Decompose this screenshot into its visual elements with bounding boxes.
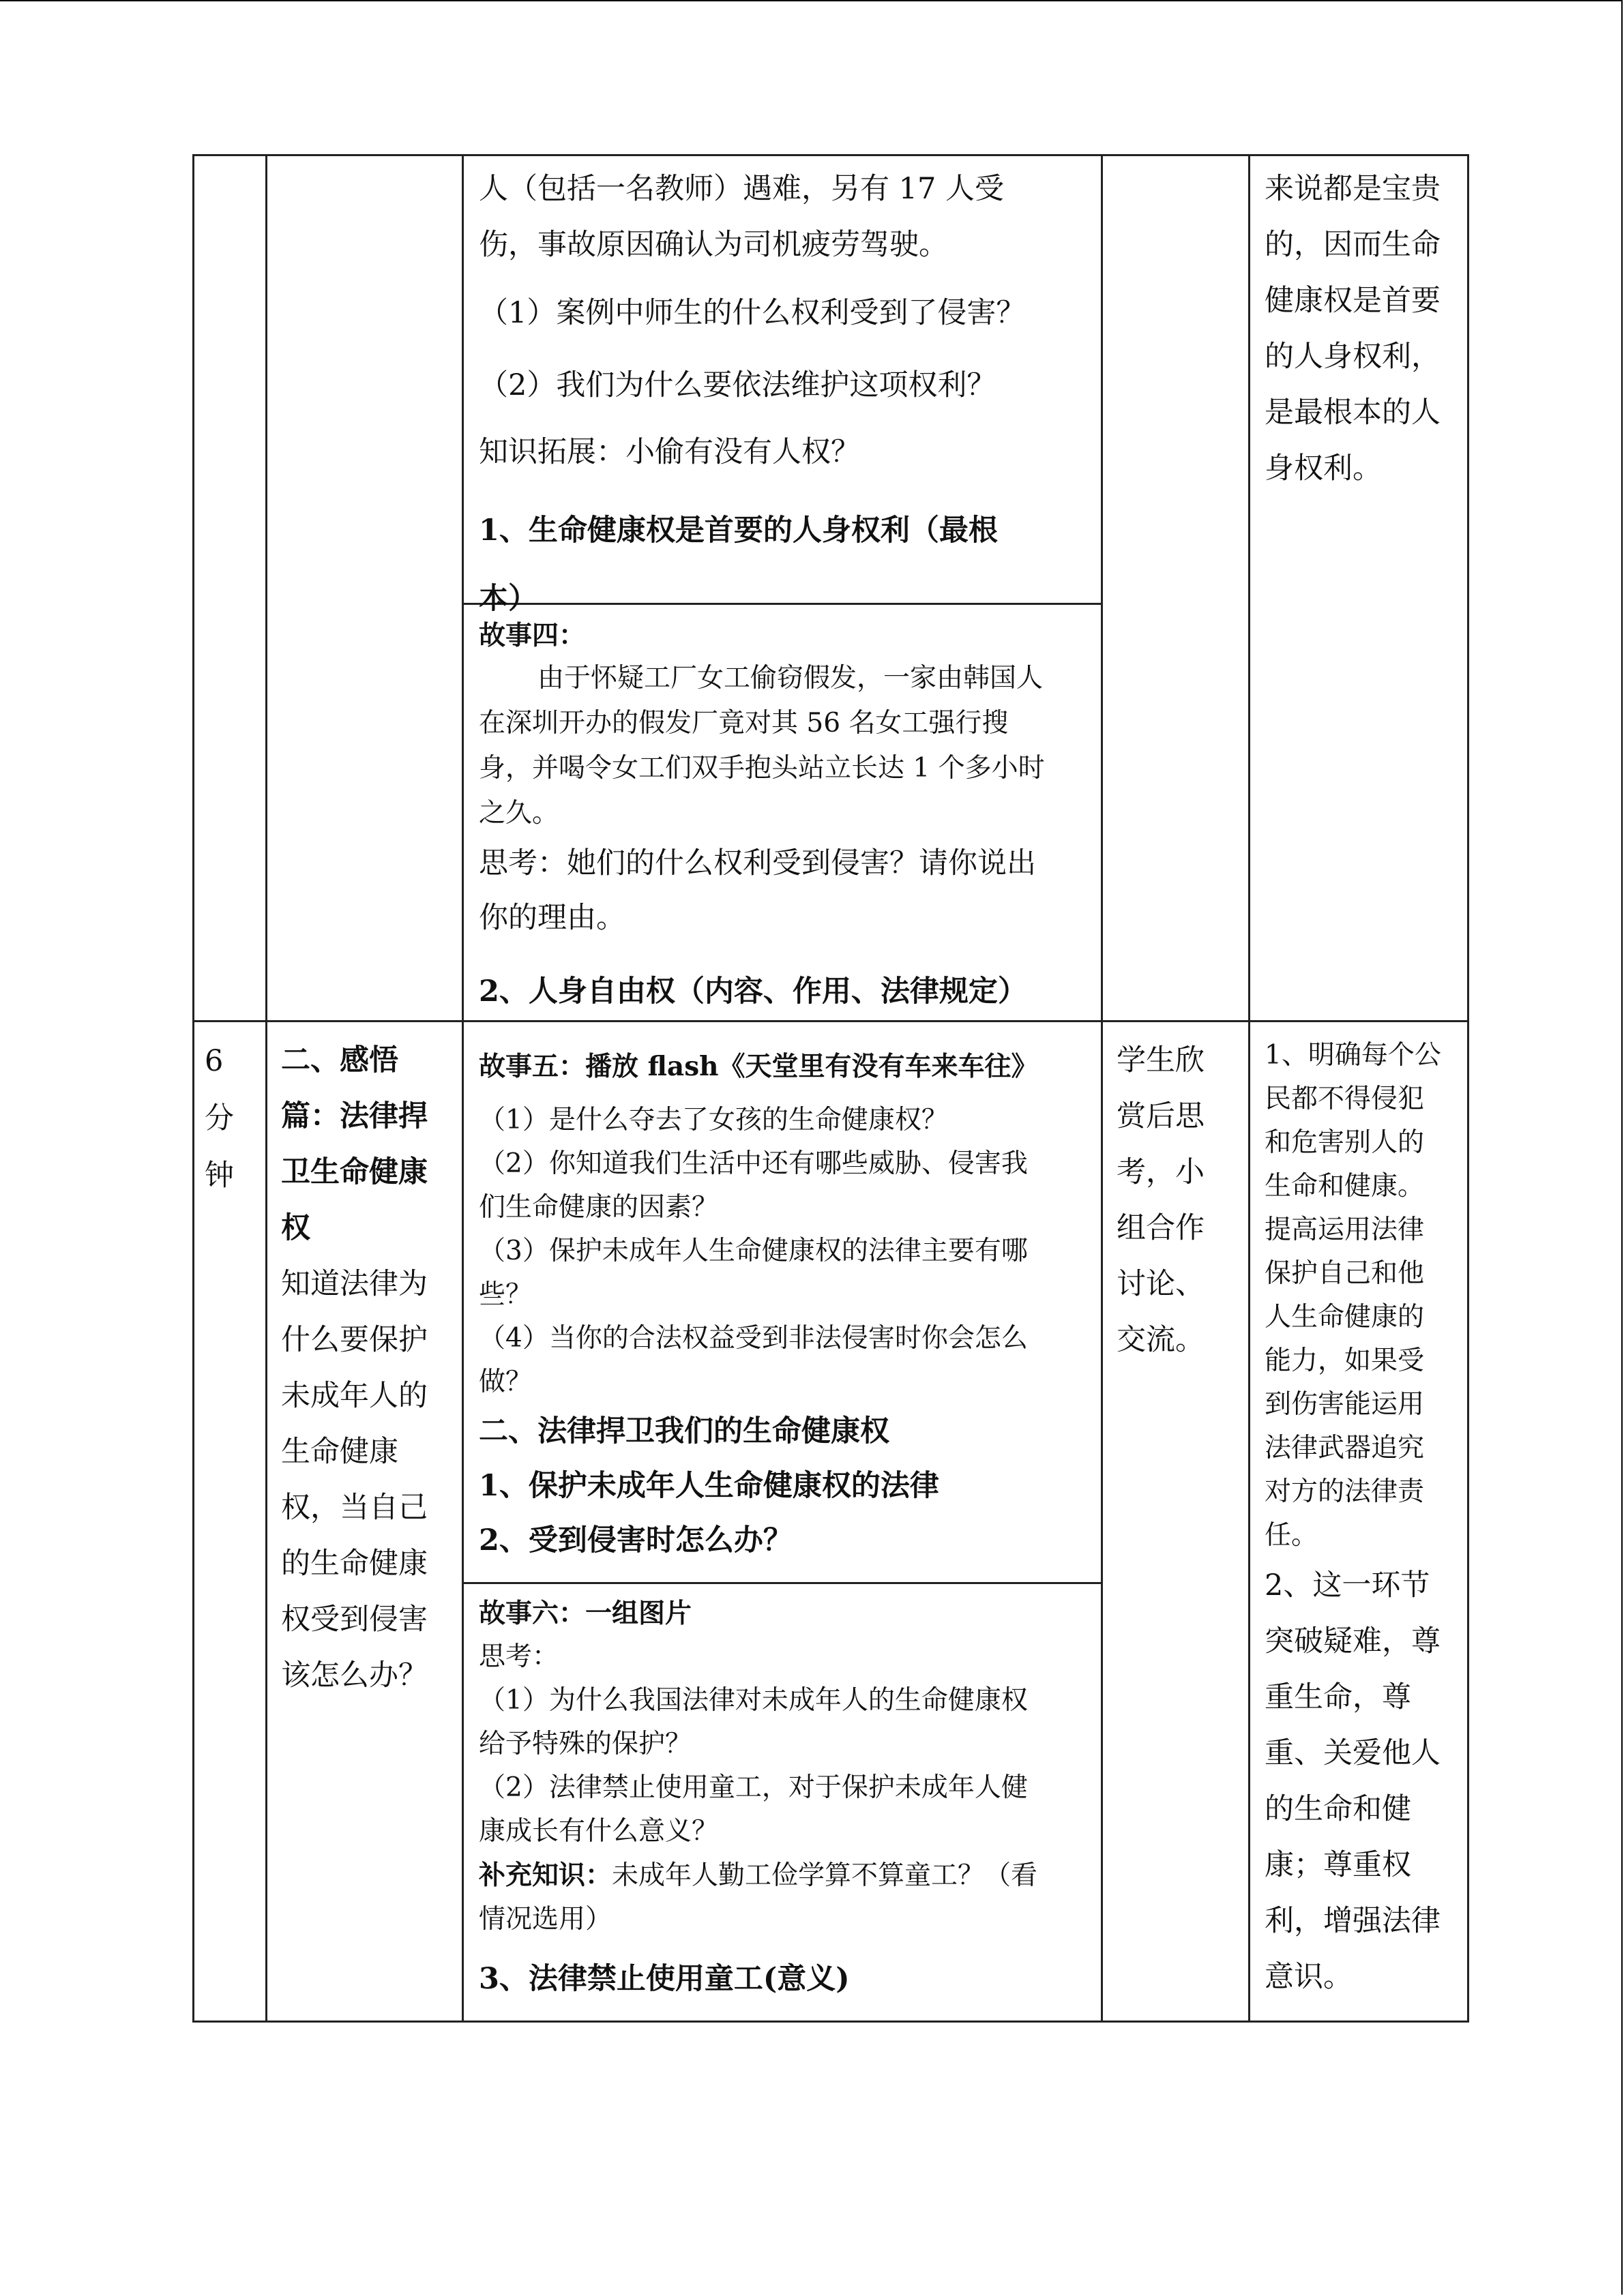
intent-line: 能力，如果受 <box>1265 1345 1425 1376</box>
intent-line: 的，因而生命 <box>1265 228 1441 262</box>
story5-cell <box>479 1041 1096 1568</box>
intent-line: 身权利。 <box>1265 451 1382 486</box>
column-divider-3 <box>1101 154 1103 2023</box>
story4-cell <box>479 615 1093 1026</box>
stage-desc-line: 权受到侵害 <box>281 1602 428 1637</box>
table-border-top <box>192 154 1469 156</box>
stage-title-line: 二、感悟 <box>281 1043 398 1077</box>
story5-title <box>479 1041 1096 1093</box>
story4-title: 故事四： <box>479 620 586 651</box>
student-activity-cell <box>1117 1032 1246 1368</box>
student-activity-line: 组合作 <box>1117 1211 1205 1245</box>
story6-question: （2）法律禁止使用童工，对于保护未成年人健 <box>479 1772 1028 1803</box>
column-divider-4 <box>1248 154 1250 2023</box>
student-activity-line: 讨论、 <box>1117 1267 1205 1301</box>
intent-line: 重生命，尊 <box>1265 1680 1411 1714</box>
story5-question: （2）你知道我们生活中还有哪些威胁、侵害我 <box>479 1148 1028 1179</box>
table-border-right <box>1467 154 1469 2023</box>
story4-body-line: 由于怀疑工厂女工偷窃假发，一家由韩国人 <box>537 663 1044 694</box>
story5-question: 些？ <box>479 1279 533 1310</box>
intent-line: 的生命和健 <box>1265 1792 1411 1826</box>
story6-question: 给予特殊的保护？ <box>479 1729 692 1759</box>
story4-body-line: 在深圳开办的假发厂竟对其 56 名女工强行搜 <box>479 708 1009 739</box>
intent-line: 重、关爱他人 <box>1265 1736 1441 1770</box>
stage-title-line: 篇：法律捍 <box>281 1099 428 1133</box>
activity-question: （2）我们为什么要依法维护这项权利？ <box>479 368 996 402</box>
intent-line: 到伤害能运用 <box>1265 1389 1425 1420</box>
activity-line: 人（包括一名教师）遇难，另有 17 人受 <box>479 172 1005 206</box>
table-border-left <box>192 154 194 2023</box>
intent-line: 和危害别人的 <box>1265 1127 1425 1158</box>
conclusion-line: 1、生命健康权是首要的人身权利（最根 <box>479 513 998 548</box>
intent-line: 意识。 <box>1265 1960 1353 1994</box>
intent-line: 突破疑难，尊 <box>1265 1624 1441 1658</box>
stage-desc-line: 知道法律为 <box>281 1267 428 1301</box>
stage-desc-line: 权，当自己 <box>281 1491 428 1525</box>
story6-supplement-cont: 情况选用） <box>479 1904 612 1935</box>
stage-cell <box>281 1032 458 1703</box>
story4-body-line: 身，并喝令女工们双手抱头站立长达 1 个多小时 <box>479 753 1045 784</box>
intent-line: 利，增强法律 <box>1265 1904 1441 1938</box>
subrow-divider-bottom <box>462 1582 1103 1584</box>
story6-supplement <box>479 1853 1096 1898</box>
supplement-text: 未成年人勤工俭学算不算童工？（看 <box>612 1860 1038 1891</box>
intent-line: 任。 <box>1265 1520 1318 1551</box>
stage-desc-line: 未成年人的 <box>281 1379 428 1413</box>
story6-title: 故事六：一组图片 <box>479 1598 692 1629</box>
stage-desc-line: 什么要保护 <box>281 1323 428 1357</box>
column-divider-1 <box>265 154 267 2023</box>
intent-line: 1、明确每个公 <box>1265 1040 1441 1071</box>
activity-question: （1）案例中师生的什么权利受到了侵害？ <box>479 296 1026 330</box>
intent-line: 民都不得侵犯 <box>1265 1084 1425 1114</box>
column-divider-2 <box>462 154 464 2023</box>
intent-line: 生命和健康。 <box>1265 1171 1425 1202</box>
story5-question: （4）当你的合法权益受到非法侵害时你会怎么 <box>479 1323 1028 1354</box>
story6-think-label: 思考： <box>479 1641 559 1672</box>
intent-line: 是最根本的人 <box>1265 396 1441 430</box>
intent-line: 康；尊重权 <box>1265 1848 1411 1882</box>
story6-question: 康成长有什么意义？ <box>479 1816 719 1847</box>
story5-question: 做？ <box>479 1367 533 1397</box>
story6-question: （1）为什么我国法律对未成年人的生命健康权 <box>479 1685 1028 1716</box>
intent-line: 健康权是首要 <box>1265 284 1441 318</box>
supplement-label: 补充知识： <box>479 1860 612 1891</box>
time-char: 6 <box>205 1044 224 1078</box>
intent-line: 2、这一环节 <box>1265 1568 1430 1602</box>
stage-desc-line: 的生命健康 <box>281 1547 428 1581</box>
student-activity-line: 考，小 <box>1117 1155 1205 1189</box>
time-cell <box>205 1032 259 1204</box>
stage-title-line: 卫生命健康 <box>281 1155 428 1189</box>
stage-desc-line: 该怎么办？ <box>281 1658 428 1693</box>
activity-line: 伤，事故原因确认为司机疲劳驾驶。 <box>479 228 948 262</box>
story6-conclusion: 3、法律禁止使用童工(意义) <box>479 1962 850 1996</box>
stage-desc-line: 生命健康 <box>281 1435 398 1469</box>
conclusion-line: 本） <box>479 582 537 616</box>
table-border-bottom <box>192 2021 1469 2023</box>
time-char: 钟 <box>205 1159 234 1193</box>
student-activity-line: 赏后思 <box>1117 1099 1205 1133</box>
lesson-plan-table <box>192 154 1469 2023</box>
time-char: 分 <box>205 1101 234 1135</box>
intent-line: 的人身权利， <box>1265 340 1441 374</box>
story5-title-text: 故事五：播放 flash《天堂里有没有车来车往》 <box>479 1051 1038 1082</box>
story4-question: 思考：她们的什么权利受到侵害？请你说出 <box>479 846 1036 880</box>
intent-line: 提高运用法律 <box>1265 1214 1425 1245</box>
story5-conclusion: 2、受到侵害时怎么办？ <box>479 1523 793 1557</box>
story5-question: （3）保护未成年人生命健康权的法律主要有哪 <box>479 1236 1028 1266</box>
story5-question: （1）是什么夺去了女孩的生命健康权？ <box>479 1105 948 1135</box>
stage-title-line: 权 <box>281 1211 310 1245</box>
bottom-intent-cell <box>1265 1034 1464 2005</box>
story5-conclusion: 1、保护未成年人生命健康权的法律 <box>479 1469 939 1503</box>
top-activity-cell <box>479 161 1093 633</box>
knowledge-extension: 知识拓展：小偷有没有人权？ <box>479 435 860 469</box>
intent-line: 法律武器追究 <box>1265 1433 1425 1463</box>
story4-question: 你的理由。 <box>479 901 625 935</box>
intent-line: 来说都是宝贵 <box>1265 172 1441 206</box>
story4-conclusion: 2、人身自由权（内容、作用、法律规定） <box>479 974 1027 1009</box>
intent-line: 人生命健康的 <box>1265 1302 1425 1332</box>
student-activity-line: 学生欣 <box>1117 1043 1205 1077</box>
intent-line: 对方的法律责 <box>1265 1476 1425 1507</box>
intent-line: 保护自己和他 <box>1265 1258 1425 1289</box>
top-intent-cell <box>1265 161 1462 496</box>
story4-body-line: 之久。 <box>479 798 559 829</box>
story5-question: 们生命健康的因素？ <box>479 1192 719 1223</box>
story6-cell <box>479 1592 1096 2016</box>
story5-conclusion: 二、法律捍卫我们的生命健康权 <box>479 1414 889 1448</box>
student-activity-line: 交流。 <box>1117 1323 1205 1357</box>
